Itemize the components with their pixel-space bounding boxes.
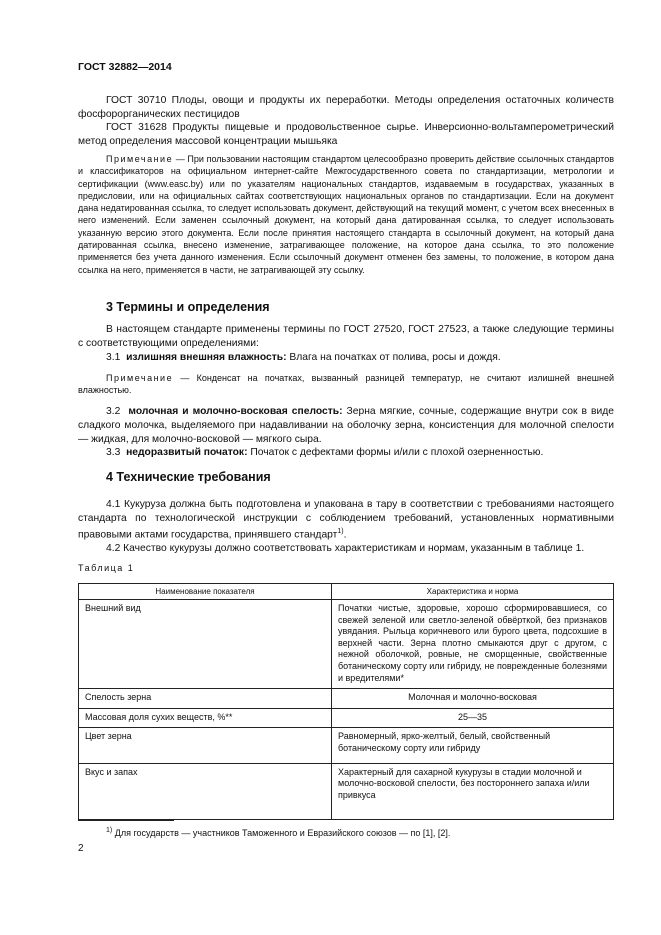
reference-gost-30710: ГОСТ 30710 Плоды, овощи и продукты их переработки. Методы определения остаточных количеств фосфорорганических пестицидов [78, 95, 614, 120]
term-number: 3.1 [106, 352, 121, 364]
footnote-ref[interactable]: 1) [337, 528, 344, 536]
norm-cell: Початки чистые, здоровые, хорошо сформировавшиеся, со свежей зеленой или светло-зеленой обвёрткой, без признаков увядания. Рыльца коричневого или бурого цвета, подсохшие в верхней части. Зерна плотно смыкаются друг с другом, с нежной оболочкой, ровные, не сморщенные, свойственные ботаническому сорту или гибриду, не поврежденные болезнями и вредителями* [332, 600, 614, 689]
table-caption: Таблица 1 [78, 563, 135, 573]
note-label: Примечание [106, 372, 174, 383]
table-row [79, 708, 614, 728]
paragraph-4-1 [78, 498, 614, 542]
term-definition: Зерна мягкие, сочные, содержащие внутри сок в виде сладкого молочка, выделяемого при надавливании на оболочку зерна, консистенция для молочной спелости — жидкая, для молочно-восковой — мягкого сыра. [78, 406, 614, 445]
note-text: — Конденсат на початках, вызванный разницей температур, не считают излишней внешней влажностью. [78, 372, 614, 396]
section-4 [78, 470, 614, 556]
document-header: ГОСТ 32882—2014 [78, 61, 172, 73]
term-3-1-note [78, 372, 614, 397]
norm-cell: Молочная и молочно-восковая [332, 689, 614, 709]
paragraph-end: . [343, 529, 347, 541]
term-definition: Початок с дефектами формы и/или с плохой озерненностью. [247, 447, 544, 459]
term-name: недоразвитый початок: [126, 447, 248, 459]
section-3 [78, 300, 614, 460]
section-3-intro: В настоящем стандарте применены термины по ГОСТ 27520, ГОСТ 27523, а также следующие термины с соответствующими определениями: [78, 324, 614, 349]
indicator-cell: Спелость зерна [79, 689, 332, 709]
term-number: 3.3 [106, 447, 121, 459]
indicator-cell: Вкус и запах [79, 763, 332, 819]
normative-references [78, 94, 614, 148]
footnote-marker: 1) [106, 827, 113, 834]
column-header-indicator: Наименование показателя [79, 584, 332, 600]
table-row [79, 763, 614, 819]
indicator-cell: Внешний вид [79, 600, 332, 689]
table-header-row [79, 584, 614, 600]
references-note [78, 153, 614, 276]
term-definition: Влага на початках от полива, росы и дождя. [286, 352, 501, 364]
term-3-1 [78, 351, 614, 365]
term-3-2 [78, 405, 614, 446]
term-name: излишняя внешняя влажность: [126, 352, 287, 364]
page-number: 2 [78, 843, 84, 854]
paragraph-text: 4.1 Кукуруза должна быть подготовлена и упакована в тару в соответствии с требованиями настоящего стандарта по технологической инструкции с соблюдением требований, установленных нормативными правовыми актами государства, принявшего стандарт [78, 499, 614, 541]
column-header-norm: Характеристика и норма [332, 584, 614, 600]
table-row [79, 600, 614, 689]
note-text: — При пользовании настоящим стандартом целесообразно проверить действие ссылочных стандартов и классификаторов на официальном интернет-сайте Межгосударственного совета по стандартизации, метрологии и сертификации (www.easc.by) или по указателям национальных стандартов, издаваемым в государствах, указанных в предисловии, или на официальных сайтах соответствующих национальных органов по стандартизации. Если на документ дана недатированная ссылка, то следует использовать документ, действующий на текущий момент, с учетом всех внесенных в него изменений. Если заменен ссылочный документ, на который дана датированная ссылка, то следует использовать указанную версию этого документа. Если после принятия настоящего стандарта в ссылочный документ, на который дана датированная ссылка, внесено изменение, затрагивающее положение, на которое дана ссылка, то это положение применяется без учета данного изменения. Если ссылочный документ отменен без замены, то положение, в котором дана ссылка на него, применяется в части, не затрагивающей эту ссылку. [78, 154, 614, 275]
section-4-heading: 4 Технические требования [106, 470, 271, 484]
norm-cell: 25—35 [332, 708, 614, 728]
term-3-3 [78, 446, 614, 460]
term-name: молочная и молочно-восковая спелость: [128, 406, 343, 418]
table-row [79, 728, 614, 763]
table-row [79, 689, 614, 709]
indicator-cell: Массовая доля сухих веществ, %** [79, 708, 332, 728]
norm-cell: Равномерный, ярко-желтый, белый, свойственный ботаническому сорту или гибриду [332, 728, 614, 763]
reference-gost-31628: ГОСТ 31628 Продукты пищевые и продовольственное сырье. Инверсионно-вольтамперометрический метод определения массовой концентрации мышьяка [78, 122, 614, 147]
footnote-separator [78, 820, 174, 821]
paragraph-4-2: 4.2 Качество кукурузы должно соответствовать характеристикам и нормам, указанным в таблице 1. [106, 543, 585, 555]
section-3-heading: 3 Термины и определения [106, 300, 270, 314]
note-label: Примечание [106, 154, 174, 164]
requirements-table [78, 583, 614, 820]
term-number: 3.2 [106, 406, 121, 418]
footnote-text: Для государств — участников Таможенного и Евразийского союзов — по [1], [2]. [112, 828, 451, 838]
norm-cell: Характерный для сахарной кукурузы в стадии молочной и молочно-восковой спелости, без постороннего запаха и/или привкуса [332, 763, 614, 819]
indicator-cell: Цвет зерна [79, 728, 332, 763]
footnote [106, 827, 450, 838]
